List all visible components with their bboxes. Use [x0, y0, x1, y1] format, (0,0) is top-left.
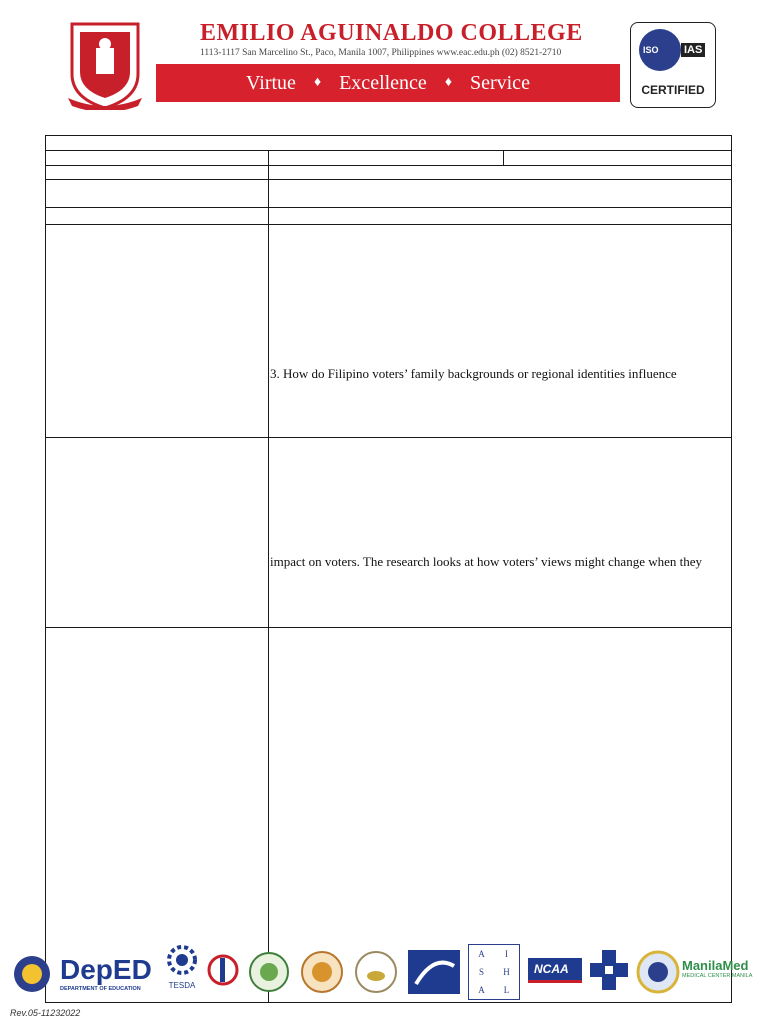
- tesda-logo: [164, 944, 200, 1000]
- row-divider: [45, 224, 732, 225]
- asa-letter: S: [478, 967, 484, 977]
- ihl-letter: I: [505, 949, 508, 959]
- college-address: 1113-1117 San Marcelino St., Paco, Manila 1007, Philippines www.eac.edu.ph (02) 8521-2710: [200, 48, 562, 58]
- research-question-text: 3. How do Filipino voters’ family backgrounds or regional identities influence: [270, 366, 677, 381]
- swoosh-logo: [406, 944, 462, 1000]
- asa-letter: A: [478, 985, 485, 995]
- manilamed-subtitle: MEDICAL CENTER MANILA: [682, 973, 753, 979]
- cert-iso-label: ISO: [643, 45, 659, 55]
- manilamed-logo: [682, 944, 762, 1000]
- diamond-icon: ♦: [444, 75, 452, 90]
- orange-seal-logo: [300, 944, 344, 1000]
- blue-seal-logo: [636, 944, 680, 1000]
- row-divider: [45, 437, 732, 438]
- college-name: EMILIO AGUINALDO COLLEGE: [200, 20, 583, 46]
- green-seal-logo: [248, 944, 290, 1000]
- ihl-letter: L: [503, 985, 510, 995]
- column-divider: [268, 150, 269, 1003]
- motto-excellence: Excellence: [339, 71, 427, 94]
- row-divider: [45, 207, 732, 208]
- lamp-seal-logo: [354, 944, 398, 1000]
- revision-code: Rev.05-11232022: [10, 1008, 81, 1018]
- row-divider: [45, 165, 732, 166]
- accreditation-logos: [10, 944, 762, 1004]
- motto-virtue: Virtue: [246, 71, 296, 94]
- row-divider: [45, 150, 732, 151]
- asaihl-logo: [468, 944, 520, 1000]
- ched-seal-logo: [12, 944, 52, 1000]
- asa-letter: A: [478, 949, 485, 959]
- scope-text: impact on voters. The research looks at how voters’ views might change when they: [270, 554, 703, 569]
- table-border-left: [45, 135, 46, 1003]
- manilamed-wordmark: ManilaMed: [682, 958, 749, 973]
- tesda-gear-icon: [166, 944, 198, 976]
- deped-subtitle: DEPARTMENT OF EDUCATION: [60, 986, 141, 992]
- row-divider: [45, 179, 732, 180]
- cert-certified-label: CERTIFIED: [641, 83, 705, 97]
- pharma-cross-logo: [588, 944, 630, 1000]
- fj-logo: [206, 944, 240, 1000]
- deped-wordmark: DepED: [60, 954, 152, 985]
- table-border-top: [45, 135, 732, 136]
- cert-ias-label: IAS: [681, 43, 705, 57]
- ihl-letter: H: [503, 967, 510, 977]
- table-border-right: [731, 135, 732, 1003]
- tesda-label: TESDA: [168, 981, 196, 990]
- ncaa-logo: [528, 944, 582, 1000]
- deped-logo: [60, 944, 156, 1000]
- ncaa-wordmark: NCAA: [528, 958, 582, 983]
- diamond-icon: ♦: [313, 75, 322, 90]
- column-divider-short: [503, 150, 504, 165]
- row-divider: [45, 627, 732, 628]
- motto-service: Service: [469, 71, 530, 94]
